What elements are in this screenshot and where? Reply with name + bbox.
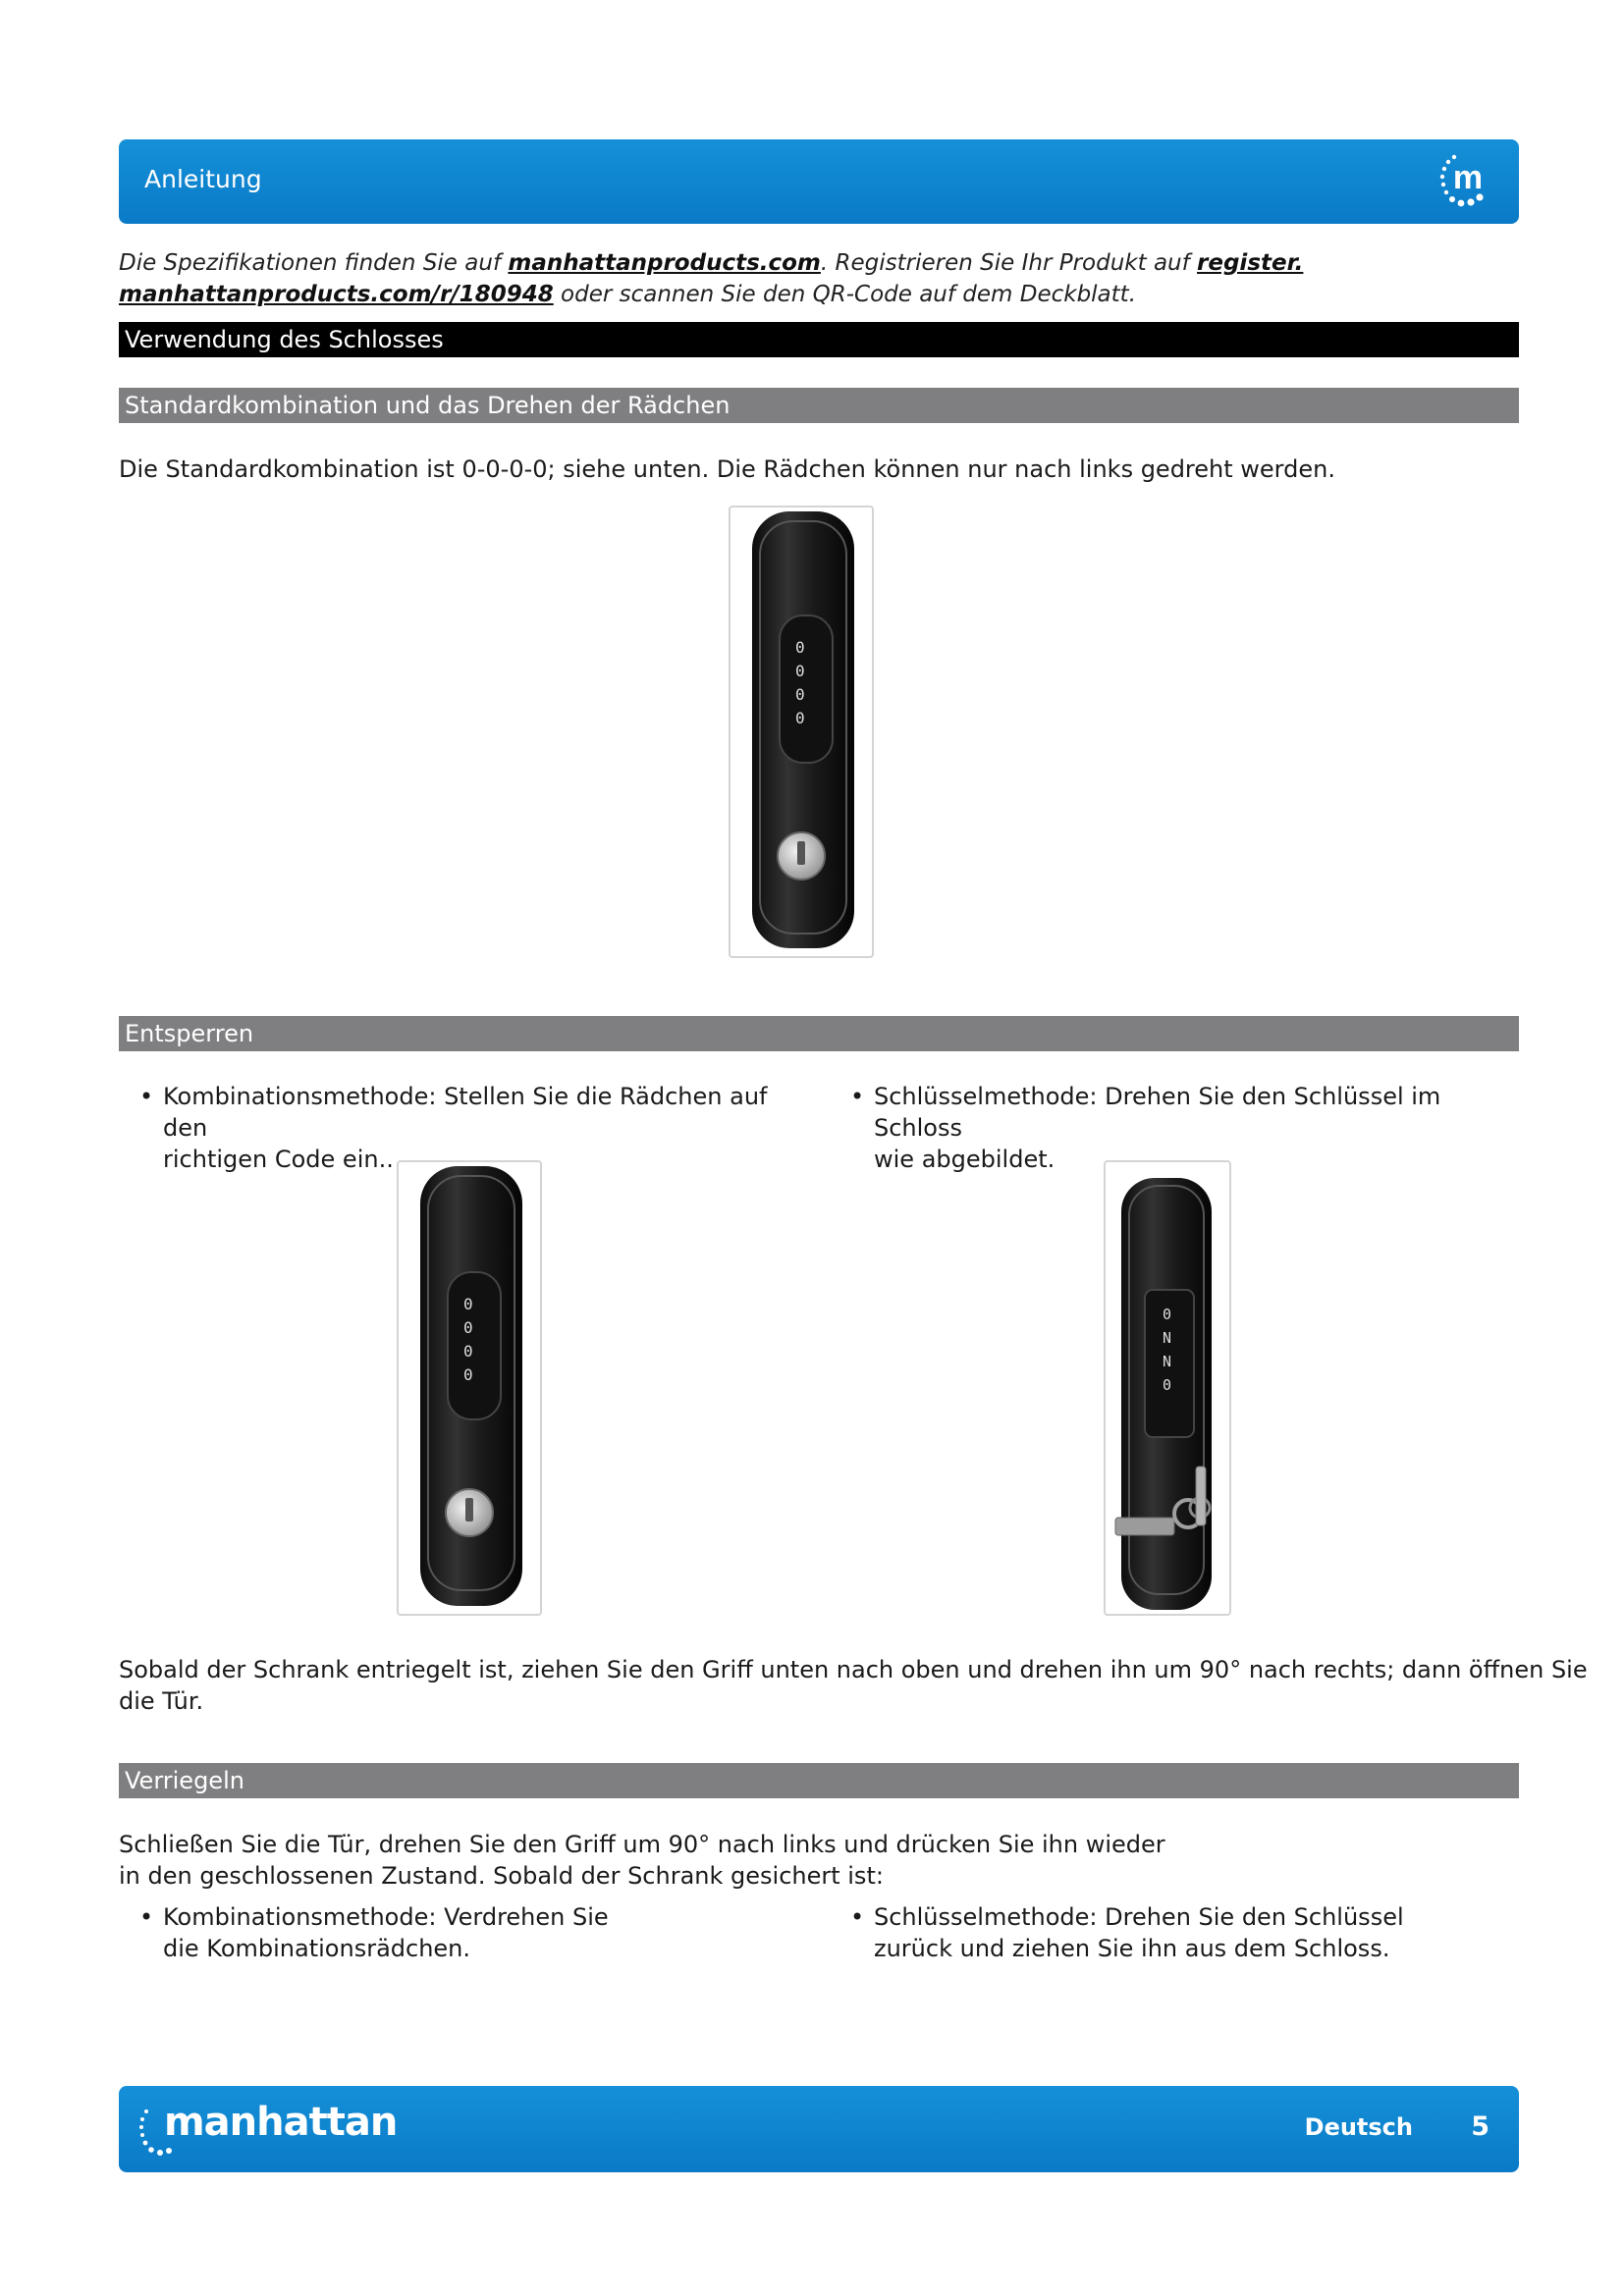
bullet-icon: • xyxy=(139,1083,154,1110)
logo-letter: m xyxy=(1452,159,1484,196)
intro-part1: Die Spezifikationen finden Sie auf xyxy=(119,250,509,276)
dial-4: 0 xyxy=(463,1365,473,1384)
lock-bullet-combination: • Kombinationsmethode: Verdrehen Sie die Kombinationsrädchen. xyxy=(139,1903,609,1962)
section-title-lock: Verriegeln xyxy=(119,1763,1519,1798)
lock-illustration xyxy=(399,1162,540,1614)
dial-3: N xyxy=(1163,1353,1172,1370)
unlock-bullet-key: • Schlüsselmethode: Drehen Sie den Schlüssel im Schloss wie abgebildet. xyxy=(850,1083,1441,1173)
lock-image-default xyxy=(729,506,874,958)
lock-with-key-illustration xyxy=(1106,1162,1229,1614)
dial-2: N xyxy=(1163,1329,1172,1347)
dial-3: 0 xyxy=(463,1342,473,1361)
manhattan-logo-icon xyxy=(1433,151,1495,214)
bullet-icon: • xyxy=(139,1903,154,1931)
footer-bar xyxy=(119,2086,1519,2172)
unlock-text: Sobald der Schrank entriegelt ist, ziehen Sie den Griff unten nach oben und drehen ihn um 90° nach rechts; dann öffnen Sie die Tür. xyxy=(119,1656,1588,1715)
section-title-unlock: Entsperren xyxy=(119,1016,1519,1051)
dial-1: 0 xyxy=(463,1295,473,1313)
dial-4: 0 xyxy=(795,709,805,727)
default-combination-text: Die Standardkombination ist 0-0-0-0; siehe unten. Die Rädchen können nur nach links gedreht werden. xyxy=(119,455,1335,483)
footer-brand: manhattan xyxy=(164,2100,398,2145)
lock-text: Schließen Sie die Tür, drehen Sie den Griff um 90° nach links und drücken Sie ihn wieder in den geschlossenen Zustand. Sobald der Schrank gesichert ist: xyxy=(119,1831,1165,1890)
footer-language: Deutsch xyxy=(1304,2113,1413,2141)
link-register-b[interactable]: manhattanproducts.com/r/180948 xyxy=(119,282,554,307)
link-manhattanproducts[interactable]: manhattanproducts.com xyxy=(508,250,821,276)
dial-1: 0 xyxy=(795,638,805,657)
bullet-icon: • xyxy=(850,1903,865,1931)
section-title-default-combination: Standardkombination und das Drehen der Rädchen xyxy=(119,388,1519,423)
header-bar xyxy=(119,139,1519,224)
lock-image-combination-unlock xyxy=(397,1160,542,1616)
intro-part3: oder scannen Sie den QR-Code auf dem Deckblatt. xyxy=(553,282,1137,307)
dial-4: 0 xyxy=(1163,1376,1172,1394)
intro-part2: . Registrieren Sie Ihr Produkt auf xyxy=(820,250,1198,276)
unlock-bullet-combination: • Kombinationsmethode: Stellen Sie die Rädchen auf den richtigen Code ein.. xyxy=(139,1083,768,1173)
intro-text xyxy=(119,247,1513,310)
bullet-icon: • xyxy=(850,1083,865,1110)
page-number: 5 xyxy=(1471,2111,1489,2142)
lock-image-key-unlock xyxy=(1104,1160,1231,1616)
dial-2: 0 xyxy=(795,662,805,680)
dial-2: 0 xyxy=(463,1318,473,1337)
dial-3: 0 xyxy=(795,685,805,704)
link-register-a[interactable]: register. xyxy=(1197,250,1304,276)
section-title-usage: Verwendung des Schlosses xyxy=(119,322,1519,357)
header-title: Anleitung xyxy=(144,165,262,193)
lock-bullet-key: • Schlüsselmethode: Drehen Sie den Schlüssel zurück und ziehen Sie ihn aus dem Schloss. xyxy=(850,1903,1404,1962)
dial-1: 0 xyxy=(1163,1306,1172,1323)
lock-illustration xyxy=(731,507,872,956)
